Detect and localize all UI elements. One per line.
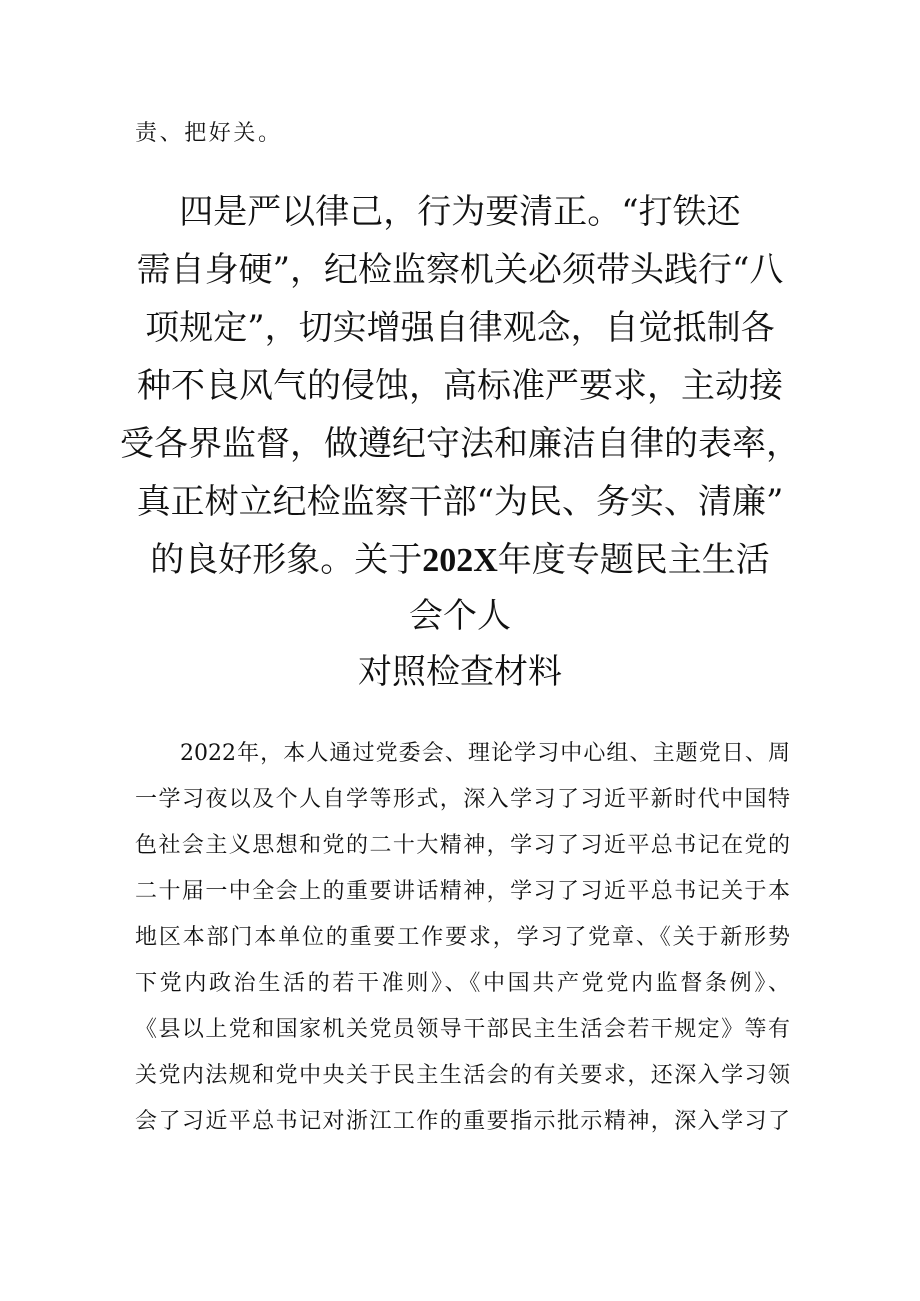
title-lead: 的良好形象。关于 — [150, 540, 423, 580]
section-four-line-5: 受各界监督，做遵纪守法和廉洁自律的表率， — [120, 424, 800, 464]
title-year-bold: 202X — [422, 542, 498, 579]
paragraph-line-6: 下党内政治生活的若干准则》、《中国共产党党内监督条例》、 — [135, 971, 790, 996]
top-fragment-line: 责、把好关。 — [135, 121, 283, 146]
title-line-3: 对照检查材料 — [358, 652, 562, 692]
title-line-2: 会个人 — [409, 596, 511, 636]
title-tail: 年度专题民主生活 — [497, 540, 770, 580]
section-four-line-1: 四是严以律己，行为要清正。“打铁还 — [179, 192, 741, 232]
paragraph-line-1: 2022年，本人通过党委会、理论学习中心组、主题党日、周 — [180, 741, 790, 766]
section-four-line-4: 种不良风气的侵蚀，高标准严要求，主动接 — [137, 366, 783, 406]
paragraph-line-4: 二十届一中全会上的重要讲话精神，学习了习近平总书记关于本 — [135, 879, 790, 904]
section-four-line-6: 真正树立纪检监察干部“为民、务实、清廉” — [136, 482, 784, 522]
section-four-line-2: 需自身硬”，纪检监察机关必须带头践行“八 — [136, 250, 784, 290]
paragraph-line-5: 地区本部门本单位的重要工作要求，学习了党章、《关于新形势 — [135, 925, 790, 950]
paragraph-line-7: 《县以上党和国家机关党员领导干部民主生活会若干规定》等有 — [135, 1017, 790, 1042]
paragraph-line-2: 一学习夜以及个人自学等形式，深入学习了习近平新时代中国特 — [135, 787, 790, 812]
title-line-1 — [0, 538, 920, 583]
paragraph-line-9: 会了习近平总书记对浙江工作的重要指示批示精神，深入学习了 — [135, 1109, 790, 1134]
paragraph-line-3: 色社会主义思想和党的二十大精神，学习了习近平总书记在党的 — [135, 833, 790, 858]
paragraph-line-8: 关党内法规和党中央关于民主生活会的有关要求，还深入学习领 — [135, 1063, 790, 1088]
section-four-line-3: 项规定”，切实增强自律观念，自觉抵制各 — [145, 308, 775, 348]
